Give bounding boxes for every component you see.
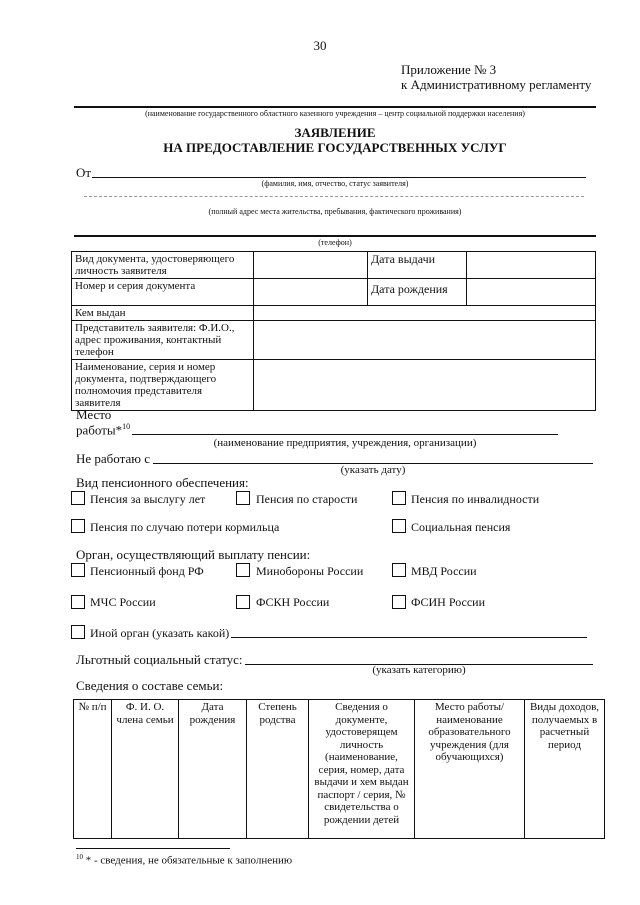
footnote-ref: 10: [122, 422, 131, 431]
doc-type-value[interactable]: [254, 252, 368, 279]
org-caption: (наименование государственного областного казенного учреждения – центр социальной поддержки населения): [145, 109, 525, 118]
doc-number-label: Номер и серия документа: [72, 279, 254, 306]
family-heading: Сведения о составе семьи:: [76, 678, 224, 693]
pension-old-age-checkbox[interactable]: [236, 491, 250, 505]
col-name: Ф. И. О. члена семьи: [112, 700, 179, 839]
page-number: 30: [313, 38, 327, 53]
authority-doc-label: Наименование, серия и номер документа, подтверждающего полномочия представителя заявителя: [72, 360, 254, 411]
mchs-checkbox[interactable]: [71, 595, 85, 609]
fskn-checkbox[interactable]: [236, 595, 250, 609]
name-caption: (фамилия, имя, отчество, статус заявителя): [261, 179, 409, 188]
issue-date-value[interactable]: [467, 252, 596, 279]
birth-date-label: Дата рождения: [368, 279, 467, 306]
appendix-line1: Приложение № 3: [401, 62, 497, 77]
pension-survivor-checkbox[interactable]: [71, 519, 85, 533]
title-line2: НА ПРЕДОСТАВЛЕНИЕ ГОСУДАРСТВЕННЫХ УСЛУГ: [163, 140, 507, 155]
social-status-label: Льготный социальный статус:: [76, 652, 243, 667]
pension-survivor-label: Пенсия по случаю потери кормильца: [90, 520, 280, 534]
not-working-label: Не работаю с: [76, 451, 150, 466]
fskn-label: ФСКН России: [256, 595, 330, 609]
social-status-caption: (указать категорию): [372, 664, 466, 676]
title-line1: ЗАЯВЛЕНИЕ: [294, 125, 376, 140]
mchs-label: МЧС России: [90, 595, 156, 609]
representative-label: Представитель заявителя: Ф.И.О., адрес проживания, контактный телефон: [72, 321, 254, 360]
issue-date-label: Дата выдачи: [368, 252, 467, 279]
doc-type-label: Вид документа, удостоверяющего личность заявителя: [72, 252, 254, 279]
issued-by-label: Кем выдан: [72, 306, 254, 321]
fsin-checkbox[interactable]: [392, 595, 406, 609]
workplace-label-line1: Место: [76, 407, 112, 422]
other-body-checkbox[interactable]: [71, 625, 85, 639]
pension-type-heading: Вид пенсионного обеспечения:: [76, 475, 249, 490]
org-name-line: [74, 106, 596, 108]
doc-number-value[interactable]: [254, 279, 368, 306]
footnote-text: $^{10}$ * - сведения, не обязательные к заполнению: [76, 853, 293, 867]
applicant-name-line[interactable]: [92, 177, 586, 178]
fsin-label: ФСИН России: [411, 595, 485, 609]
family-table: [73, 699, 605, 839]
mvd-label: МВД России: [411, 564, 477, 578]
authority-doc-value[interactable]: [254, 360, 596, 411]
col-income-types: Виды доходов, получаемых в расчетный период: [525, 700, 605, 839]
mod-checkbox[interactable]: [236, 563, 250, 577]
not-working-caption: (указать дату): [340, 464, 406, 476]
pension-social-label: Социальная пенсия: [411, 520, 511, 534]
pfr-checkbox[interactable]: [71, 563, 85, 577]
address-caption: (полный адрес места жительства, пребывания, фактического проживания): [208, 207, 462, 216]
birth-date-value[interactable]: [467, 279, 596, 306]
issued-by-value[interactable]: [254, 306, 596, 321]
mvd-checkbox[interactable]: [392, 563, 406, 577]
col-birth-date: Дата рождения: [179, 700, 247, 839]
pension-disability-checkbox[interactable]: [392, 491, 406, 505]
phone-line[interactable]: [74, 235, 596, 237]
pension-social-checkbox[interactable]: [392, 519, 406, 533]
representative-value[interactable]: [254, 321, 596, 360]
address-line[interactable]: [84, 196, 584, 197]
applicant-table: [71, 251, 596, 411]
col-relation: Степень родства: [247, 700, 309, 839]
other-body-label: Иной орган (указать какой): [90, 626, 230, 640]
col-number: № п/п: [74, 700, 112, 839]
pension-seniority-label: Пенсия за выслугу лет: [90, 492, 206, 506]
pension-body-heading: Орган, осуществляющий выплату пенсии:: [76, 547, 311, 562]
col-identity-doc: Сведения о документе, удостоверящем личность (наименование, серия, номер, дата выдачи и хем выдан паспорт / серия, № свидетельства о рождении детей: [309, 700, 415, 839]
workplace-label-line2: работы*$^{10}$: [76, 422, 131, 438]
pension-seniority-checkbox[interactable]: [71, 491, 85, 505]
pfr-label: Пенсионный фонд РФ: [90, 564, 204, 578]
workplace-line[interactable]: [132, 434, 558, 435]
col-workplace: Место работы/ наименование образовательного учреждения (для обучающихся): [415, 700, 525, 839]
from-label: От: [76, 165, 92, 180]
appendix-line2: к Административному регламенту: [401, 77, 592, 92]
footnote-separator: [76, 848, 230, 849]
pension-old-age-label: Пенсия по старости: [256, 492, 358, 506]
phone-caption: (телефон): [318, 238, 352, 247]
mod-label: Минобороны России: [256, 564, 364, 578]
other-body-line[interactable]: [231, 637, 587, 638]
workplace-caption: (наименование предприятия, учреждения, организации): [213, 437, 477, 449]
pension-disability-label: Пенсия по инвалидности: [411, 492, 540, 506]
